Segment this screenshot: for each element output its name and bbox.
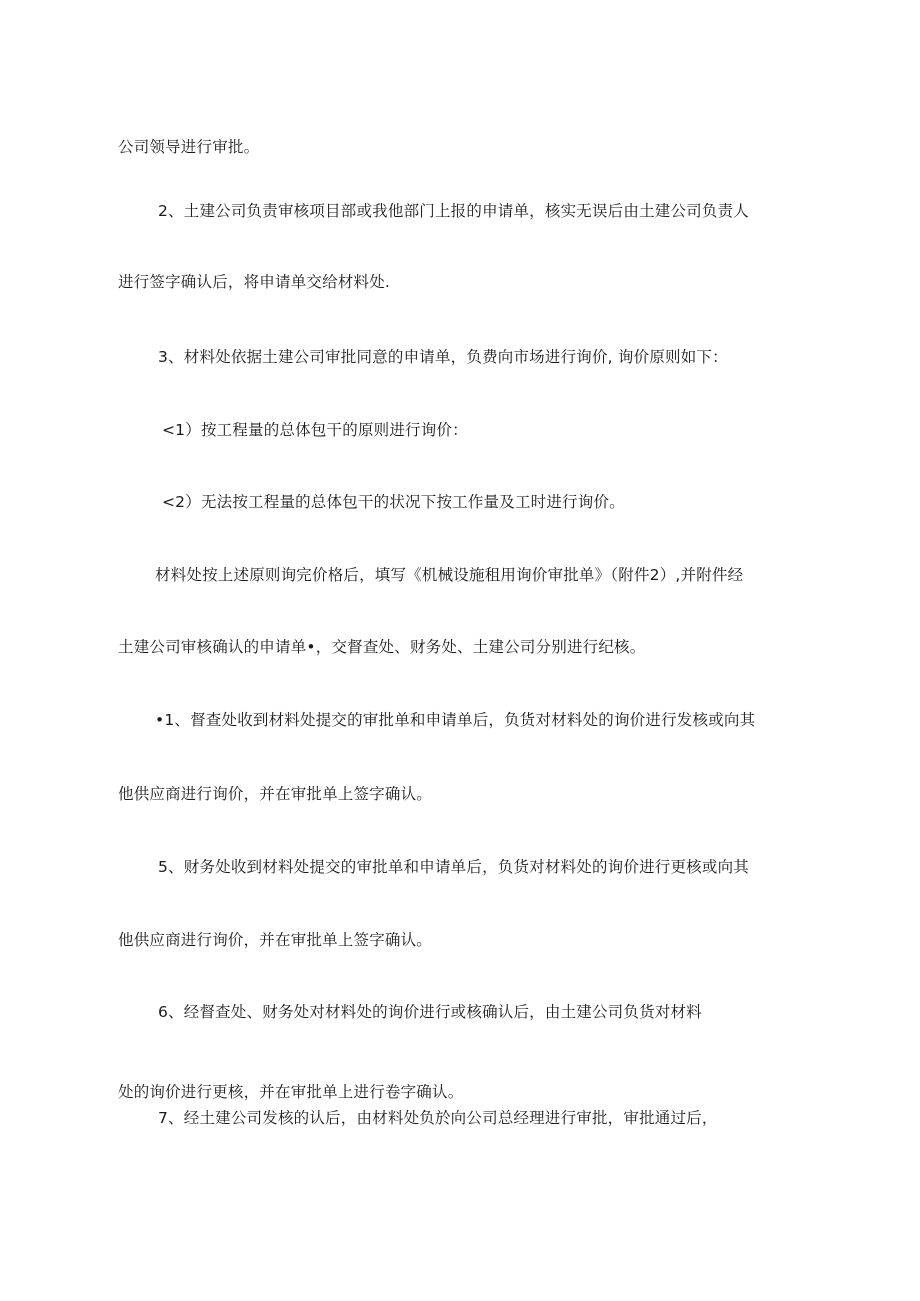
text-line: <1）按工程量的总体包干的原则进行询价： — [162, 421, 468, 439]
text-line: 处的询价进行更核，并在审批单上进行卷字确认。 — [118, 1083, 464, 1101]
text-line: 他供应商进行询价，并在审批单上签字确认。 — [118, 785, 433, 803]
text-line: 公司领导进行审批。 — [118, 138, 260, 156]
text-line: 材料处按上述原则询完价格后，填写《机械设施租用询价审批单》（附件2）,并附件经 — [155, 566, 744, 584]
text-line: 5、财务处收到材料处提交的审批单和申请单后，负货对材料处的询价进行更核或向其 — [158, 858, 749, 876]
text-line: 他供应商进行询价，并在审批单上签字确认。 — [118, 931, 433, 949]
text-line: <2）无法按工程量的总体包干的状况下按工作量及工时进行询价。 — [162, 493, 625, 511]
text-line: 6、经督查处、财务处对材料处的询价进行或核确认后，由土建公司负货对材料 — [158, 1003, 702, 1021]
text-line: 2、土建公司负责审核项目部或我他部门上报的申请单，核实无误后由土建公司负责人 — [158, 202, 749, 220]
text-line: 土建公司审核确认的申请单•，交督查处、财务处、土建公司分别进行纪核。 — [118, 638, 646, 656]
text-line: •1、督查处收到材料处提交的审批单和申请单后，负货对材料处的询价进行发核或向其 — [155, 711, 756, 729]
text-line: 7、经土建公司发核的认后，由材料处负於向公司总经理进行审批，审批通过后， — [158, 1109, 718, 1127]
text-line: 进行签字确认后，将申请单交给材料处. — [118, 273, 391, 291]
text-line: 3、材料处依据土建公司审批同意的申请单，负费向市场进行询价, 询价原则如下： — [158, 348, 728, 366]
